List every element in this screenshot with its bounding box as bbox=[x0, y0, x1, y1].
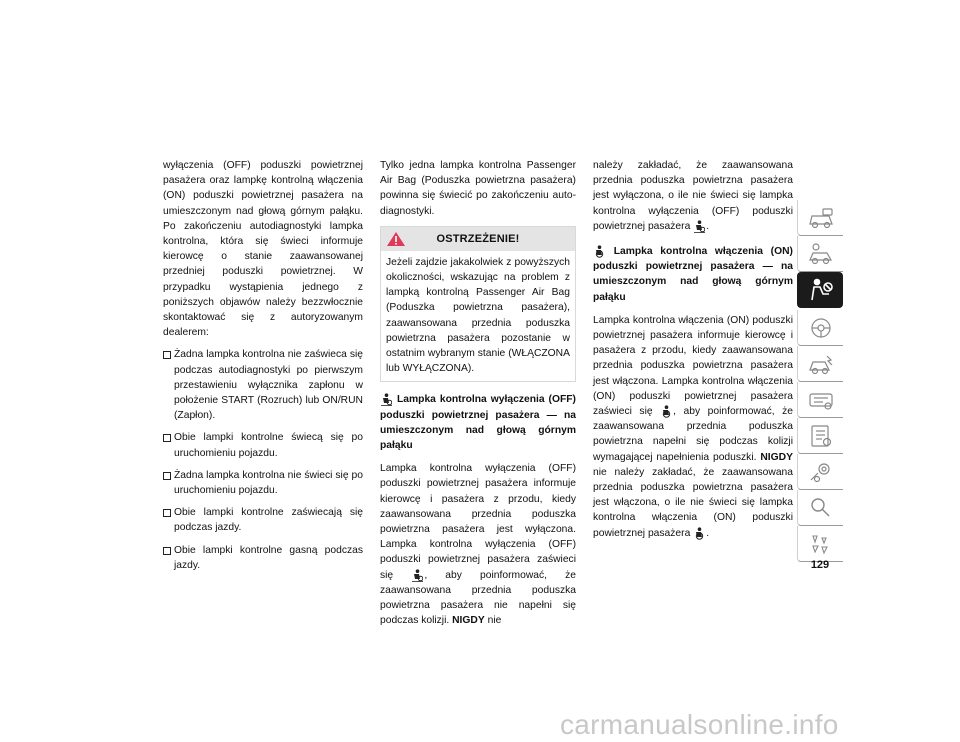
col2-body: Lampka kontrolna wyłączenia (OFF) poduszki powietrznej pasażera informuje kierowcę i pasażera z przodu, kiedy zaawansowana przednia poduszka powietrzna pasażera jest wyłączona. Lampka kontrolna wyłączenia (OFF) poduszki powietrznej pasażera zaświeci się , aby poinformować, że zaawansowana przednia poduszka powietrzna pasażera nie napełni się podczas kolizji. NIGDY nie bbox=[380, 463, 576, 627]
list-item: Obie lampki kontrolne zaświecają się podczas jazdy. bbox=[163, 505, 363, 535]
language-icon bbox=[807, 532, 835, 556]
tab-checklist[interactable] bbox=[797, 418, 843, 454]
checkbox-bullet-icon bbox=[163, 351, 171, 359]
airbag-on-icon bbox=[594, 245, 605, 258]
car-crash-icon bbox=[807, 352, 835, 376]
col3-body: Lampka kontrolna włączenia (ON) poduszki powietrznej pasażera informuje kierowcę i pasażera z przodu, kiedy zaawansowana przednia poduszka powietrzna pasażera jest włączona. Lampka kontrolna włączenia (ON) poduszki powietrznej pasażera zaświeci się , aby poinformować, że zaawansowana przednia poduszka powietrzna napełni się podczas kolizji wymagającej napełnienia poduszki. NIGDY nie należy zakładać, że zaawansowana przednia poduszka powietrzna pasażera jest włączona, o ile nie świeci się lampka kontrolna włączenia (ON) poduszki powietrznej pasażera . bbox=[593, 314, 793, 539]
col3-intro: należy zakładać, że zaawansowana przednia poduszka powietrzna pasażera jest wyłączona, o ile nie świeci się lampka kontrolna wyłączenia (OFF) poduszki powietrznej pasażera . bbox=[593, 160, 793, 232]
list-item: Żadna lampka kontrolna nie świeci się po uruchomieniu pojazdu. bbox=[163, 468, 363, 498]
search-icon bbox=[807, 496, 835, 520]
checkbox-bullet-icon bbox=[163, 472, 171, 480]
section-heading-on: Lampka kontrolna włączenia (ON) poduszki powietrznej pasażera — na umieszczonym nad głową górnym pałąku bbox=[593, 246, 793, 303]
checklist-icon bbox=[807, 424, 835, 448]
list-item: Obie lampki kontrolne gasną podczas jazdy. bbox=[163, 543, 363, 573]
col1-intro: wyłączenia (OFF) poduszki powietrznej pasażera oraz lampkę kontrolną włączenia (ON) poduszki powietrznej pasażera na umieszczonym nad głową górnym pałąku. Po zakończeniu autodiagnostyki lampka kontrolna, która się świeci informuje kierowcę o stanie zaawansowanej przedniej poduszki powietrznej. W przypadku wystąpienia jednego z poniższych objawów należy bezzwłocznie skontaktować się z autoryzowanym dealerem: bbox=[163, 160, 363, 339]
warning-title: OSTRZEŻENIE! bbox=[436, 232, 520, 245]
airbag-off-icon bbox=[381, 393, 392, 406]
warning-body: Jeżeli zajdzie jakakolwiek z powyższych okoliczności, wskazując na problem z lampką kontrolną Passenger Air Bag (Poduszka powietrzna pasażera), zaawansowana przednia poduszka powietrzna pasażera pozostanie w ostatnim wybranym stanie (WŁĄCZONA lub WYŁĄCZONA). bbox=[381, 251, 575, 382]
text-column-3 bbox=[593, 158, 793, 541]
wrench-gear-icon bbox=[807, 460, 835, 484]
steering-wheel-icon bbox=[807, 316, 835, 340]
airbag-on-icon bbox=[694, 527, 705, 540]
text-column-2 bbox=[380, 158, 576, 628]
airbag-on-icon bbox=[661, 405, 672, 418]
checkbox-bullet-icon bbox=[163, 509, 171, 517]
car-dashboard-icon bbox=[807, 206, 835, 230]
airbag-seat-icon bbox=[807, 278, 835, 304]
warning-box bbox=[380, 226, 576, 383]
tab-car-service[interactable] bbox=[797, 382, 843, 418]
text-column-1 bbox=[163, 158, 363, 573]
tab-search[interactable] bbox=[797, 490, 843, 526]
list-item: Obie lampki kontrolne świecą się po uruchomieniu pojazdu. bbox=[163, 430, 363, 460]
tab-car-crash[interactable] bbox=[797, 346, 843, 382]
warning-header bbox=[381, 227, 575, 251]
watermark: carmanualsonline.info bbox=[560, 709, 839, 740]
list-item: Żadna lampka kontrolna nie zaświeca się podczas autodiagnostyki po pierwszym przestawieniu wyłącznika zapłonu w położenie START (Rozruch) lub ON/RUN (Zapłon). bbox=[163, 347, 363, 423]
tab-wrench-gear[interactable] bbox=[797, 454, 843, 490]
warning-triangle-icon bbox=[386, 231, 406, 247]
car-service-icon bbox=[807, 388, 835, 412]
car-info-icon bbox=[807, 242, 835, 266]
tab-car-info[interactable] bbox=[797, 236, 843, 272]
col2-intro: Tylko jedna lampka kontrolna Passenger Air Bag (Poduszka powietrzna pasażera) powinna się świecić po zakończeniu autodiagnostyki. bbox=[380, 160, 576, 217]
tab-airbag-seat[interactable] bbox=[797, 272, 843, 308]
tab-steering-wheel[interactable] bbox=[797, 310, 843, 346]
symptom-list bbox=[163, 347, 363, 573]
airbag-off-icon bbox=[412, 569, 423, 582]
checkbox-bullet-icon bbox=[163, 547, 171, 555]
tab-car-dashboard[interactable] bbox=[797, 200, 843, 236]
tab-language[interactable] bbox=[797, 526, 843, 562]
airbag-off-icon bbox=[694, 220, 705, 233]
section-heading-off: Lampka kontrolna wyłączenia (OFF) poduszki powietrznej pasażera — na umieszczonym nad głową górnym pałąku bbox=[380, 394, 576, 452]
checkbox-bullet-icon bbox=[163, 434, 171, 442]
page-number: 129 bbox=[810, 559, 830, 571]
